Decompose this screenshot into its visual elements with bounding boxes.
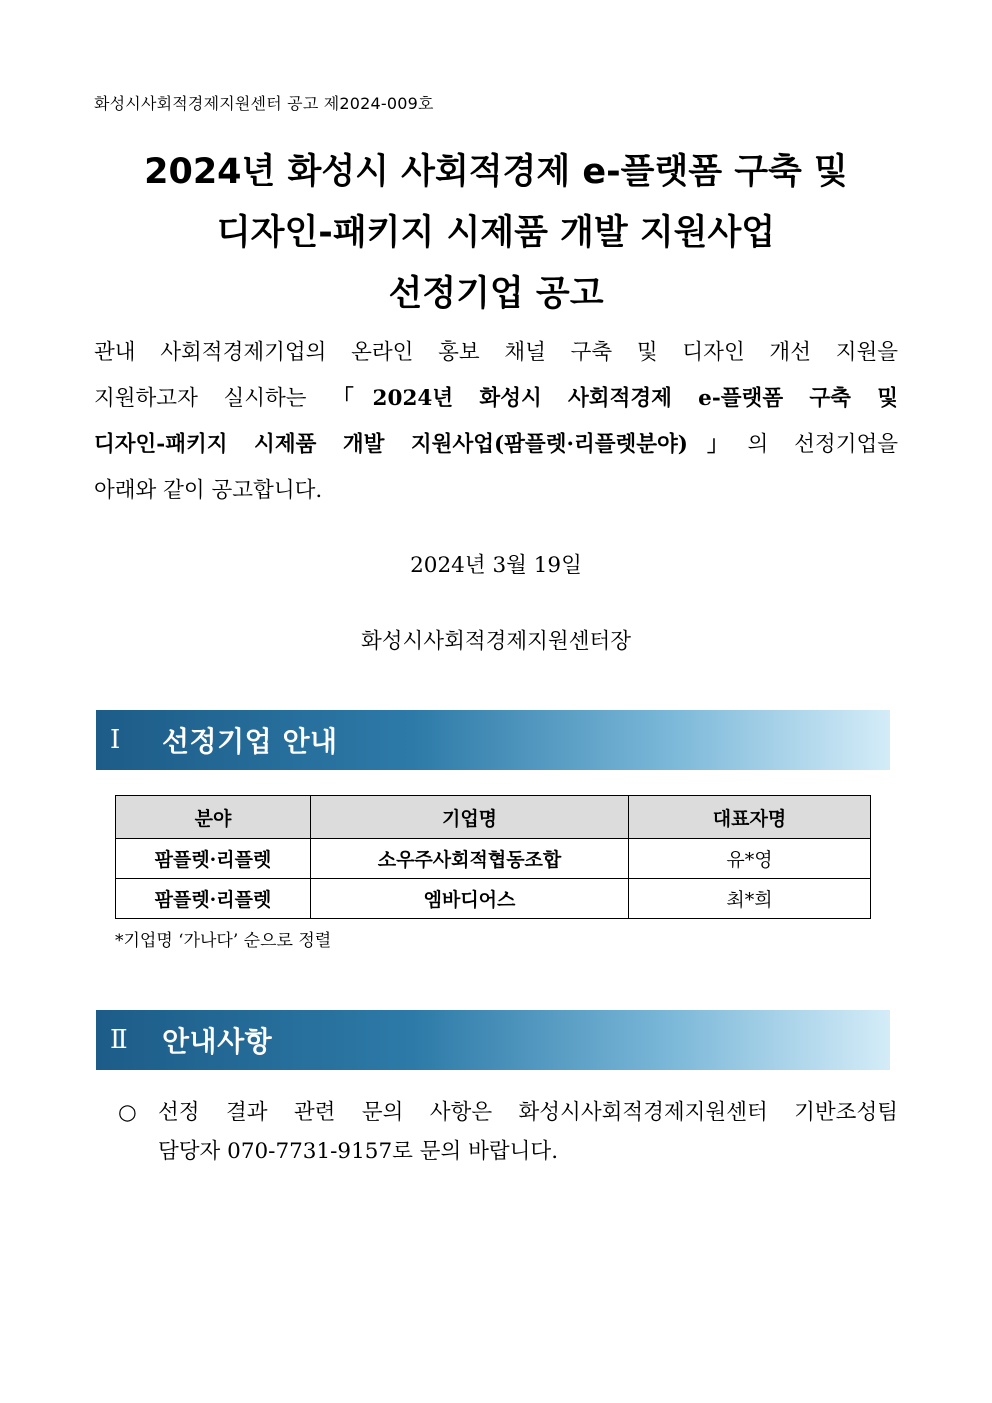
cell-company: 소우주사회적협동조합 <box>311 839 629 879</box>
cell-company: 엠바디어스 <box>311 879 629 919</box>
cell-representative: 유*영 <box>629 839 871 879</box>
contact-line-2: 담당자 070-7731-9157로 문의 바랍니다. <box>158 1139 559 1164</box>
column-header-company: 기업명 <box>311 796 629 839</box>
cell-field: 팜플렛·리플렛 <box>116 879 311 919</box>
section-2-numeral: Ⅱ <box>110 1025 128 1055</box>
contact-info-text <box>158 1093 898 1171</box>
notice-number: 화성시사회적경제지원센터 공고 제2024-009호 <box>94 94 434 113</box>
table-row <box>116 839 871 879</box>
title-line-3: 선정기업 공고 <box>388 274 604 314</box>
cell-representative: 최*희 <box>629 879 871 919</box>
intro-line-1: 관내 사회적경제기업의 온라인 홍보 채널 구축 및 디자인 개선 지원을 <box>94 340 898 365</box>
program-name-end: 디자인-패키지 시제품 개발 지원사업(팜플렛·리플렛분야)」 <box>94 432 748 457</box>
intro-paragraph <box>94 330 898 514</box>
section-1-title: 선정기업 안내 <box>162 725 338 758</box>
intro-line-3-plain: 의 선정기업을 <box>747 432 899 457</box>
intro-line-4: 아래와 같이 공고합니다. <box>94 478 323 503</box>
intro-line-3 <box>94 422 898 468</box>
section-2-title: 안내사항 <box>162 1025 273 1058</box>
document-title <box>0 142 992 325</box>
table-row <box>116 879 871 919</box>
section-1-numeral: Ⅰ <box>110 725 121 755</box>
selected-companies-table <box>115 795 871 919</box>
table-sort-note: *기업명 ‘가나다’ 순으로 정렬 <box>115 931 332 951</box>
contact-line-1: 선정 결과 관련 문의 사항은 화성시사회적경제지원센터 기반조성팀 <box>158 1100 898 1125</box>
table-header-row <box>116 796 871 839</box>
section-2-header <box>96 1010 890 1070</box>
cell-field: 팜플렛·리플렛 <box>116 839 311 879</box>
intro-line-2 <box>94 376 898 422</box>
issuer-name: 화성시사회적경제지원센터장 <box>361 629 631 654</box>
program-name-start: 「2024년 화성시 사회적경제 e-플랫폼 구축 및 <box>332 386 898 411</box>
intro-line-2-plain: 지원하고자 실시하는 <box>94 386 333 411</box>
title-line-2: 디자인-패키지 시제품 개발 지원사업 <box>216 213 776 253</box>
announcement-date: 2024년 3월 19일 <box>410 553 582 578</box>
title-line-1: 2024년 화성시 사회적경제 e-플랫폼 구축 및 <box>144 152 848 192</box>
column-header-field: 분야 <box>116 796 311 839</box>
section-1-header <box>96 710 890 770</box>
circle-bullet-icon: ○ <box>118 1100 137 1125</box>
column-header-representative: 대표자명 <box>629 796 871 839</box>
